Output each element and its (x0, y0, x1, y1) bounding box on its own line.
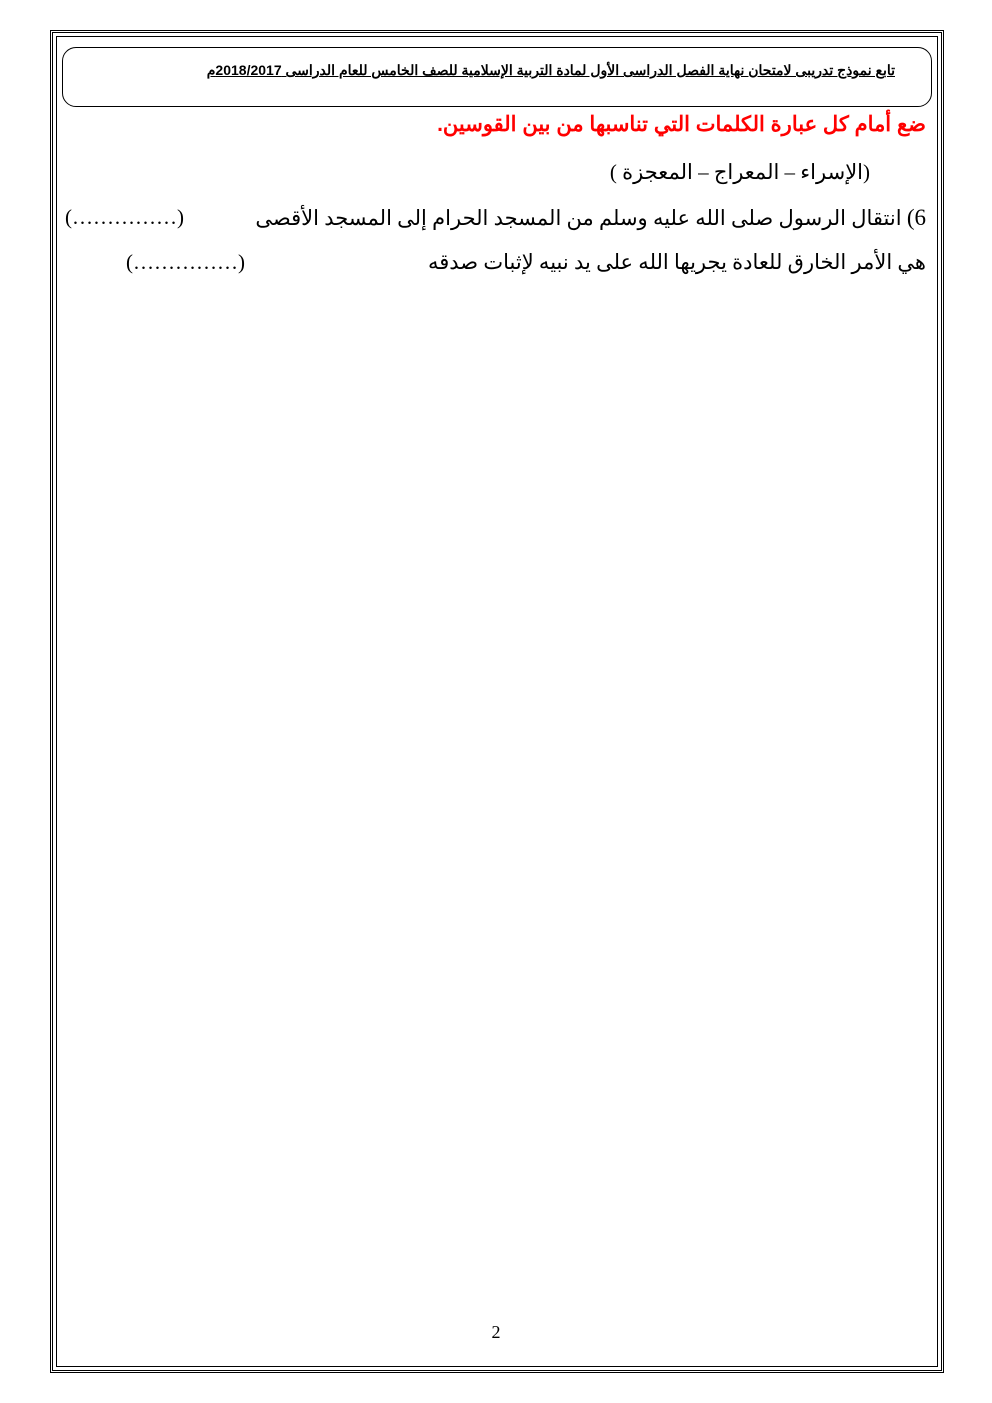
answer-blank[interactable]: (……………) (126, 250, 245, 274)
question-text: هي الأمر الخارق للعادة يجريها الله على يد نبيه لإثبات صدقه (427, 250, 926, 274)
page-inner-border (56, 36, 938, 1367)
question-text: انتقال الرسول صلى الله عليه وسلم من المسجد الحرام إلى المسجد الأقصى (255, 206, 902, 230)
answer-blank[interactable]: (……………) (65, 205, 184, 229)
word-choices: (الإسراء – المعراج – المعجزة ) (609, 160, 870, 184)
exam-header-title: تابع نموذج تدريبى لامتحان نهاية الفصل الدراسى الأول لمادة التربية الإسلامية للصف الخامس للعام الدراسى 2018/2017م (206, 62, 895, 78)
page-number: 2 (491, 1322, 501, 1342)
question-item-7 (428, 250, 926, 275)
question-instruction: ضع أمام كل عبارة الكلمات التي تناسبها من بين القوسين. (437, 113, 926, 136)
question-item-6 (255, 205, 926, 231)
question-number: 6) (906, 205, 926, 230)
